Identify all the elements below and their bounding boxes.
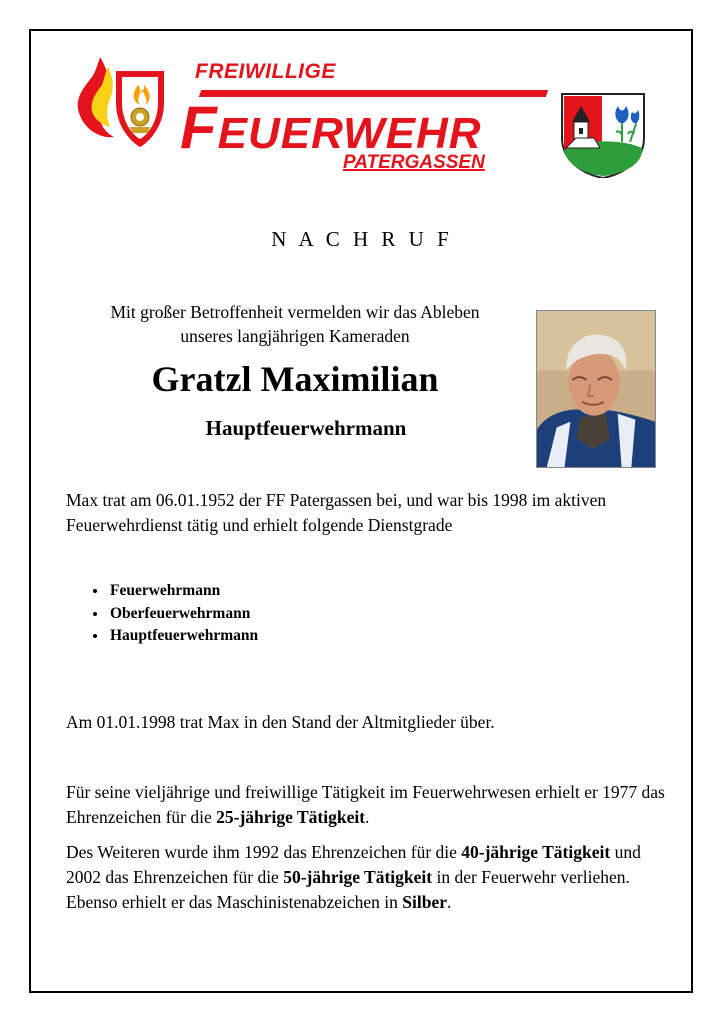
service-paragraph: Max trat am 06.01.1952 der FF Patergassen bei, und war bis 1998 im aktiven Feuerwehrdienst tätig und erhielt folgende Dienstgrade: [66, 490, 607, 535]
rank-list-item: • Oberfeuerwehrmann: [108, 603, 258, 626]
portrait-photo: [536, 310, 656, 468]
honor-paragraph-2: [66, 840, 666, 915]
intro-line-2: unseres langjährigen Kameraden: [180, 326, 410, 346]
header-feuerwehr-cap: F: [180, 94, 218, 161]
honor-2-bold-silber: Silber: [402, 892, 448, 912]
honor-1-text-a: Für seine vieljährige und freiwillige Tätigkeit im Feuerwehrwesen erhielt er 1977 das Ehrenzeichen für die: [66, 782, 665, 827]
honor-2-text-a: Des Weiteren wurde ihm 1992 das Ehrenzeichen für die: [66, 842, 462, 862]
deceased-name: Gratzl Maximilian: [151, 359, 439, 399]
honor-2-bold-40: 40-jährige Tätigkeit: [461, 842, 611, 862]
header-red-bar: [199, 90, 549, 97]
header-freiwillige: FREIWILLIGE: [195, 60, 336, 83]
header-feuerwehr-rest: EUERWEHR: [217, 109, 482, 158]
honor-2-text-e: in der Feuerwehr verliehen. Ebenso erhielt er das Maschinistenabzeichen in: [66, 867, 630, 912]
municipal-crest-icon: [560, 92, 646, 178]
rank-list: [80, 580, 258, 648]
honor-1-bold: 25-jährige Tätigkeit: [216, 807, 366, 827]
header-feuerwehr: [180, 94, 482, 161]
rank-list-item: • Feuerwehrmann: [108, 580, 258, 603]
intro-line-1: Mit großer Betroffenheit vermelden wir das Ableben: [110, 302, 480, 322]
rank-list-item: • Hauptfeuerwehrmann: [108, 625, 258, 648]
obituary-heading: N A C H R U F: [271, 227, 453, 251]
fire-brigade-emblem-icon: [70, 57, 166, 149]
header-patergassen: PATERGASSEN: [343, 152, 485, 173]
honor-2-text-c: und 2002 das Ehrenzeichen für die: [66, 842, 641, 887]
honor-paragraph-1: [66, 780, 666, 830]
honor-1-text-c: .: [365, 807, 370, 827]
intro-text: [70, 300, 520, 348]
retirement-paragraph: Am 01.01.1998 trat Max in den Stand der Altmitglieder über.: [66, 712, 495, 732]
honor-2-text-g: .: [447, 892, 452, 912]
honor-2-bold-50: 50-jährige Tätigkeit: [283, 867, 433, 887]
deceased-rank: Hauptfeuerwehrmann: [205, 416, 407, 440]
